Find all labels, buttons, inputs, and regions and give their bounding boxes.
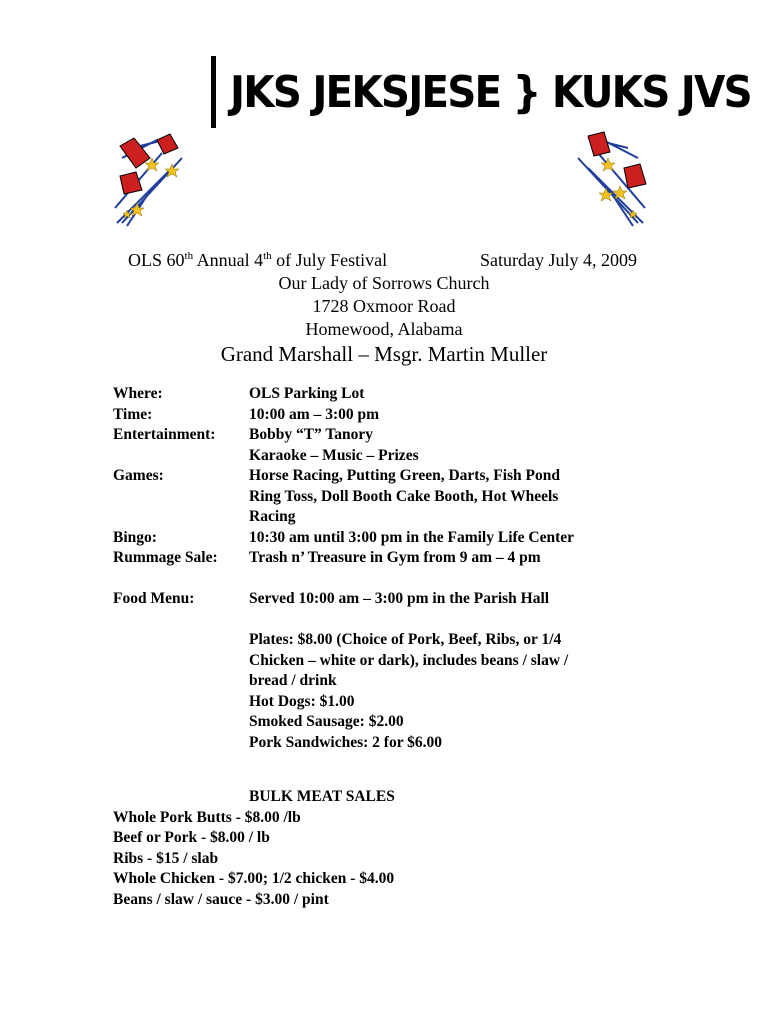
grand-marshall: Grand Marshall – Msgr. Martin Muller — [220, 342, 548, 366]
bulk-item-ribs: Ribs - $15 / slab — [113, 849, 219, 867]
church-name: Our Lady of Sorrows Church — [278, 273, 490, 293]
title-bar — [211, 56, 216, 128]
bulk-meat-sales — [113, 787, 395, 910]
page-title: JKS JEKSJESE } KUKS JVS — [230, 67, 751, 118]
event-date: Saturday July 4, 2009 — [480, 250, 637, 270]
bulk-item-chicken: Whole Chicken - $7.00; 1/2 chicken - $4.00 — [113, 870, 395, 887]
bulk-item-beef-pork: Beef or Pork - $8.00 / lb — [113, 829, 270, 846]
event-line — [0, 250, 768, 274]
bulk-item-pork-butts: Whole Pork Butts - $8.00 /lb — [113, 808, 301, 826]
bulk-heading: BULK MEAT SALES — [249, 788, 395, 805]
bulk-item-sides: Beans / slaw / sauce - $3.00 / pint — [113, 890, 329, 908]
church-city: Homewood, Alabama — [305, 319, 463, 339]
event-name: OLS 60th Annual 4th of July Festival — [128, 250, 388, 270]
church-address: 1728 Oxmoor Road — [312, 296, 456, 316]
firecracker-decoration-left — [112, 128, 212, 228]
firecracker-decoration-right — [548, 128, 648, 228]
